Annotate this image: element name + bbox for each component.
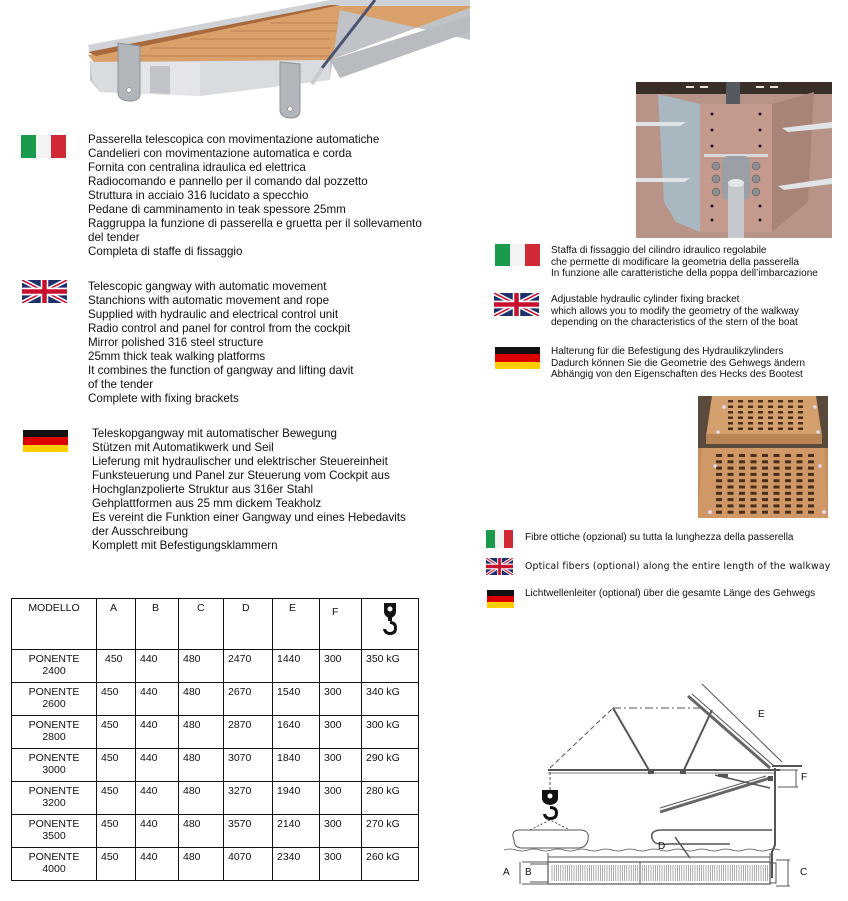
cell-c: 480 — [179, 782, 224, 815]
model-size: 4000 — [42, 863, 66, 875]
model-cell — [12, 782, 97, 815]
cell-b: 440 — [136, 749, 179, 782]
cell-f: 300 — [320, 650, 362, 683]
cell-f: 300 — [320, 683, 362, 716]
uk-flag-icon — [494, 293, 539, 316]
feature-line: Mirror polished 316 steel structure — [88, 336, 264, 349]
italy-flag-icon — [495, 244, 540, 266]
germany-flag-icon — [495, 347, 540, 369]
cell-b: 440 — [136, 683, 179, 716]
cell-load: 260 kG — [362, 848, 419, 881]
cell-d: 2870 — [224, 716, 273, 749]
cell-c: 480 — [179, 848, 224, 881]
crane-hook-icon — [542, 790, 558, 820]
italy-flag-icon — [21, 135, 66, 158]
feature-line: Passerella telescopica con movimentazione automatiche — [88, 133, 380, 146]
cell-f: 300 — [320, 815, 362, 848]
cell-c: 480 — [179, 683, 224, 716]
cell-d: 3070 — [224, 749, 273, 782]
cell-load: 300 kG — [362, 716, 419, 749]
model-name: PONENTE — [28, 818, 80, 830]
note-line: Halterung für die Befestigung des Hydraulikzylinders — [551, 346, 784, 357]
table-row — [12, 716, 419, 749]
cell-load: 290 kG — [362, 749, 419, 782]
cell-c: 480 — [179, 716, 224, 749]
feature-line: Supplied with hydraulic and electrical control unit — [88, 308, 339, 321]
feature-line: del tender — [88, 231, 140, 244]
italy-flag-icon — [486, 530, 513, 548]
spec-table — [11, 598, 419, 881]
bracket-note-de — [551, 346, 805, 381]
feature-line: Raggruppa la funzione di passerella e gruetta per il sollevamento — [88, 217, 422, 230]
cell-f: 300 — [320, 749, 362, 782]
cell-load: 350 kG — [362, 650, 419, 683]
diagram-label-d: D — [658, 841, 666, 852]
teak-platform-photo — [698, 396, 828, 518]
feature-line: der Ausschreibung — [92, 525, 189, 538]
cell-c: 480 — [179, 650, 224, 683]
italian-feature-list — [88, 133, 422, 259]
note-line: Dadurch können Sie die Geometrie des Gehwegs ändern — [551, 357, 806, 369]
model-cell — [12, 683, 97, 716]
header-b: B — [136, 599, 179, 650]
gangway-product-photo — [0, 0, 470, 120]
cell-d: 2670 — [224, 683, 273, 716]
note-line: depending on the characteristics of the stern of the boat — [551, 317, 798, 328]
model-size: 2600 — [42, 698, 66, 710]
germany-flag-icon — [23, 430, 68, 452]
diagram-label-a: A — [503, 867, 510, 878]
note-line: In funzione alle caratteristiche della poppa dell’imbarcazione — [551, 268, 818, 279]
cell-b: 440 — [136, 782, 179, 815]
model-cell — [12, 815, 97, 848]
cell-e: 1540 — [273, 683, 320, 716]
cell-e: 1440 — [273, 650, 320, 683]
table-row — [12, 815, 419, 848]
cell-b: 440 — [136, 650, 179, 683]
model-cell — [12, 716, 97, 749]
cell-a: 450 — [97, 683, 136, 716]
model-name: PONENTE — [28, 851, 80, 863]
diagram-label-e: E — [758, 709, 765, 720]
cell-a: 450 — [97, 650, 136, 683]
feature-line: of the tender — [88, 378, 154, 391]
cell-e: 1840 — [273, 749, 320, 782]
table-row — [12, 749, 419, 782]
note-line: Abhängig von den Eigenschaften des Hecks des Bootest — [551, 369, 803, 380]
model-cell — [12, 749, 97, 782]
cell-d: 4070 — [224, 848, 273, 881]
feature-line: Funksteuerung und Panel zur Steuerung vom Cockpit aus — [92, 469, 390, 482]
germany-flag-icon — [487, 590, 514, 608]
model-size: 2800 — [42, 731, 66, 743]
feature-line: Pedane di camminamento in teak spessore 25mm — [88, 203, 346, 216]
note-line: Staffa di fissaggio del cilindro idraulico regolabile — [551, 245, 767, 256]
table-row — [12, 650, 419, 683]
diagram-label-c: C — [800, 867, 808, 878]
header-d: D — [224, 599, 273, 650]
cell-b: 440 — [136, 815, 179, 848]
feature-line: Fornita con centralina idraulica ed elettrica — [88, 161, 306, 174]
note-line: che permette di modificare la geometria della passerella — [551, 256, 799, 268]
cell-e: 2140 — [273, 815, 320, 848]
cell-e: 1640 — [273, 716, 320, 749]
cell-a: 450 — [97, 848, 136, 881]
feature-line: Candelieri con movimentazione automatica e corda — [88, 147, 352, 160]
crane-hook-icon — [381, 628, 399, 640]
dimension-diagram — [490, 680, 848, 896]
cell-e: 1940 — [273, 782, 320, 815]
feature-line: Stützen mit Automatikwerk und Seil — [92, 441, 274, 454]
german-feature-list — [92, 427, 406, 553]
feature-line: Lieferung mit hydraulischer und elektrischer Steuereinheit — [92, 455, 388, 468]
fiber-note-en: Optical fibers (optional) along the entire length of the walkway — [525, 561, 831, 572]
cell-a: 450 — [97, 782, 136, 815]
cell-d: 2470 — [224, 650, 273, 683]
header-load-capacity — [362, 599, 419, 650]
cell-d: 3270 — [224, 782, 273, 815]
feature-line: Teleskopgangway mit automatischer Bewegung — [92, 427, 337, 440]
header-f: F — [320, 599, 362, 650]
note-line: Adjustable hydraulic cylinder fixing bracket — [551, 294, 740, 305]
cell-b: 440 — [136, 716, 179, 749]
header-e: E — [273, 599, 320, 650]
header-a: A — [97, 599, 136, 650]
cell-a: 450 — [97, 749, 136, 782]
feature-line: Stanchions with automatic movement and rope — [88, 294, 330, 307]
model-name: PONENTE — [28, 719, 80, 731]
cell-a: 450 — [97, 815, 136, 848]
table-row — [12, 782, 419, 815]
model-size: 3500 — [42, 830, 66, 842]
model-size: 2400 — [42, 665, 66, 677]
cell-load: 280 kG — [362, 782, 419, 815]
hydraulic-bracket-photo — [636, 82, 832, 238]
feature-line: Completa di staffe di fissaggio — [88, 245, 243, 258]
table-row — [12, 848, 419, 881]
english-feature-list — [88, 280, 354, 406]
table-header-row — [12, 599, 419, 650]
cell-b: 440 — [136, 848, 179, 881]
cell-f: 300 — [320, 848, 362, 881]
header-c: C — [179, 599, 224, 650]
cell-c: 480 — [179, 749, 224, 782]
model-name: PONENTE — [28, 785, 80, 797]
cell-e: 2340 — [273, 848, 320, 881]
model-name: PONENTE — [28, 752, 80, 764]
note-line: which allows you to modify the geometry of the walkway — [551, 305, 799, 317]
cell-f: 300 — [320, 782, 362, 815]
fiber-note-it: Fibre ottiche (opzional) su tutta la lunghezza della passerella — [525, 532, 794, 543]
diagram-label-f: F — [801, 772, 808, 783]
cell-c: 480 — [179, 815, 224, 848]
feature-line: Radiocomando e pannello per il comando dal pozzetto — [88, 175, 368, 188]
cell-d: 3570 — [224, 815, 273, 848]
feature-line: Komplett mit Befestigungsklammern — [92, 539, 278, 552]
bracket-note-it — [551, 245, 818, 280]
model-cell — [12, 650, 97, 683]
uk-flag-icon — [22, 280, 67, 303]
bracket-note-en — [551, 294, 799, 329]
feature-line: Es vereint die Funktion einer Gangway und eines Hebedavits — [92, 511, 406, 524]
uk-flag-icon — [486, 558, 513, 575]
feature-line: Complete with fixing brackets — [88, 392, 239, 405]
model-name: PONENTE — [28, 686, 80, 698]
model-size: 3000 — [42, 764, 66, 776]
feature-line: It combines the function of gangway and lifting davit — [88, 364, 354, 377]
model-cell — [12, 848, 97, 881]
model-name: PONENTE — [28, 653, 80, 665]
cell-f: 300 — [320, 716, 362, 749]
feature-line: Telescopic gangway with automatic movement — [88, 280, 327, 293]
cell-a: 450 — [97, 716, 136, 749]
feature-line: Hochglanzpolierte Struktur aus 316er Stahl — [92, 483, 314, 496]
cell-load: 340 kG — [362, 683, 419, 716]
diagram-label-b: B — [525, 867, 532, 878]
feature-line: Gehplattformen aus 25 mm dickem Teakholz — [92, 497, 322, 510]
model-size: 3200 — [42, 797, 66, 809]
feature-line: Struttura in acciaio 316 lucidato a specchio — [88, 189, 309, 202]
table-row — [12, 683, 419, 716]
fiber-note-de: Lichtwellenleiter (optional) über die gesamte Länge des Gehwegs — [525, 588, 816, 599]
cell-load: 270 kG — [362, 815, 419, 848]
header-modello: MODELLO — [12, 599, 97, 650]
feature-line: 25mm thick teak walking platforms — [88, 350, 266, 363]
feature-line: Radio control and panel for control from the cockpit — [88, 322, 351, 335]
